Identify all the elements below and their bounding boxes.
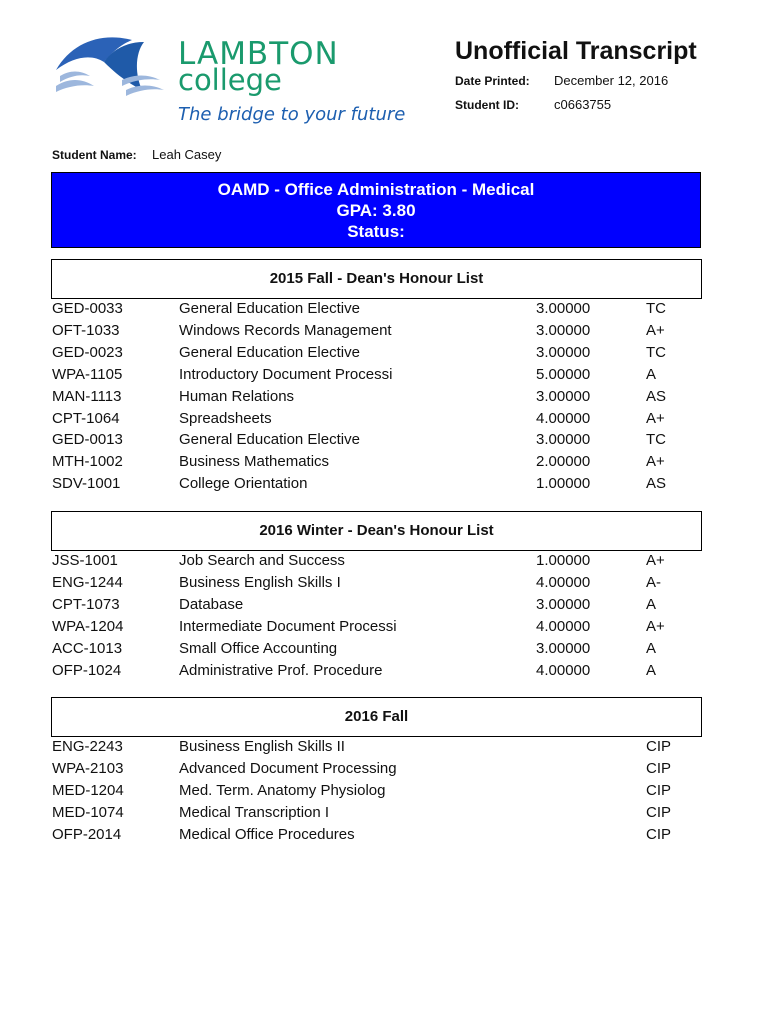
course-row bbox=[0, 410, 768, 432]
program-gpa: GPA: 3.80 bbox=[336, 201, 416, 220]
course-code: GED-0033 bbox=[52, 300, 123, 317]
course-code: ACC-1013 bbox=[52, 639, 123, 657]
course-row bbox=[0, 738, 768, 760]
course-grade: CIP bbox=[646, 781, 672, 799]
logo-wordmark: LAMBTON bbox=[178, 36, 339, 72]
course-title: General Education Elective bbox=[179, 431, 360, 449]
course-title: Medical Office Procedures bbox=[179, 825, 355, 843]
course-title: Business English Skills I bbox=[179, 573, 341, 591]
course-grade: A+ bbox=[646, 453, 665, 471]
course-title: Windows Records Management bbox=[179, 321, 392, 339]
student-id-label: Student ID: bbox=[455, 98, 519, 112]
course-title: Medical Transcription I bbox=[179, 803, 330, 821]
course-title: Job Search and Success bbox=[179, 552, 345, 569]
course-title: General Education Elective bbox=[179, 343, 360, 361]
student-name-label: Student Name: bbox=[52, 148, 137, 162]
student-id-value: c0663755 bbox=[554, 97, 612, 112]
course-row bbox=[0, 300, 768, 322]
course-code: CPT-1064 bbox=[52, 409, 120, 427]
course-grade: TC bbox=[646, 300, 666, 317]
course-title: Business English Skills II bbox=[179, 738, 345, 755]
course-row bbox=[0, 760, 768, 782]
course-credits: 4.00000 bbox=[536, 617, 591, 635]
course-row bbox=[0, 431, 768, 453]
course-title: Administrative Prof. Procedure bbox=[179, 661, 383, 679]
course-grade: CIP bbox=[646, 825, 672, 843]
program-status: Status: bbox=[347, 222, 405, 241]
course-row bbox=[0, 552, 768, 574]
course-row bbox=[0, 618, 768, 640]
course-code: ENG-2243 bbox=[52, 738, 123, 755]
course-credits: 3.00000 bbox=[536, 639, 591, 657]
course-title: General Education Elective bbox=[179, 300, 360, 317]
course-code: JSS-1001 bbox=[52, 552, 118, 569]
course-credits: 1.00000 bbox=[536, 552, 591, 569]
course-code: ENG-1244 bbox=[52, 573, 123, 591]
course-grade: A bbox=[646, 595, 657, 613]
program-banner bbox=[51, 172, 701, 248]
course-row bbox=[0, 826, 768, 848]
course-credits: 2.00000 bbox=[536, 453, 591, 471]
course-code: MAN-1113 bbox=[52, 387, 122, 405]
term-header: 2016 Winter - Dean's Honour List bbox=[51, 511, 702, 551]
course-code: GED-0023 bbox=[52, 343, 123, 361]
logo-tagline: The bridge to your future bbox=[178, 104, 406, 125]
course-code: CPT-1073 bbox=[52, 595, 120, 613]
course-grade: A bbox=[646, 365, 657, 383]
course-credits: 1.00000 bbox=[536, 475, 591, 493]
bridge-wave-icon bbox=[52, 32, 172, 102]
logo-subtitle: college bbox=[178, 63, 282, 97]
course-grade: CIP bbox=[646, 803, 672, 821]
course-row bbox=[0, 640, 768, 662]
term-header: 2016 Fall bbox=[51, 697, 702, 737]
course-row bbox=[0, 574, 768, 596]
course-credits: 3.00000 bbox=[536, 387, 591, 405]
course-credits: 3.00000 bbox=[536, 300, 591, 317]
course-grade: A+ bbox=[646, 617, 665, 635]
course-code: OFT-1033 bbox=[52, 321, 120, 339]
program-name: OAMD - Office Administration - Medical bbox=[217, 180, 535, 199]
course-title: Advanced Document Processing bbox=[179, 759, 397, 777]
course-title: Business Mathematics bbox=[179, 453, 330, 471]
course-row bbox=[0, 388, 768, 410]
course-credits: 3.00000 bbox=[536, 321, 591, 339]
course-code: MED-1074 bbox=[52, 803, 124, 821]
course-code: MTH-1002 bbox=[52, 453, 123, 471]
course-row bbox=[0, 366, 768, 388]
course-row bbox=[0, 453, 768, 475]
course-code: OFP-2014 bbox=[52, 825, 122, 843]
course-grade: AS bbox=[646, 387, 667, 405]
course-credits: 4.00000 bbox=[536, 409, 591, 427]
course-grade: A+ bbox=[646, 321, 665, 339]
student-name-value: Leah Casey bbox=[152, 147, 222, 162]
course-credits: 3.00000 bbox=[536, 343, 591, 361]
course-title: Med. Term. Anatomy Physiolog bbox=[179, 781, 386, 799]
course-grade: A- bbox=[646, 573, 661, 591]
date-printed-value: December 12, 2016 bbox=[554, 73, 669, 88]
course-credits: 4.00000 bbox=[536, 661, 591, 679]
course-row bbox=[0, 596, 768, 618]
course-grade: A bbox=[646, 639, 657, 657]
course-credits: 4.00000 bbox=[536, 573, 591, 591]
course-title: Spreadsheets bbox=[179, 409, 272, 427]
course-code: WPA-1105 bbox=[52, 365, 123, 383]
course-credits: 3.00000 bbox=[536, 595, 591, 613]
course-grade: A+ bbox=[646, 552, 665, 569]
course-row bbox=[0, 804, 768, 826]
course-title: Human Relations bbox=[179, 387, 295, 405]
course-title: College Orientation bbox=[179, 475, 308, 493]
course-credits: 5.00000 bbox=[536, 365, 591, 383]
course-title: Introductory Document Processi bbox=[179, 365, 393, 383]
course-grade: A bbox=[646, 661, 657, 679]
course-grade: CIP bbox=[646, 738, 672, 755]
course-grade: AS bbox=[646, 475, 667, 493]
course-row bbox=[0, 782, 768, 804]
course-grade: TC bbox=[646, 343, 666, 361]
course-grade: TC bbox=[646, 431, 666, 449]
course-code: WPA-2103 bbox=[52, 759, 124, 777]
course-code: MED-1204 bbox=[52, 781, 124, 799]
course-code: OFP-1024 bbox=[52, 661, 122, 679]
course-row bbox=[0, 475, 768, 497]
document-title: Unofficial Transcript bbox=[455, 37, 697, 65]
course-row bbox=[0, 662, 768, 684]
course-row bbox=[0, 322, 768, 344]
course-row bbox=[0, 344, 768, 366]
course-title: Small Office Accounting bbox=[179, 639, 338, 657]
course-code: WPA-1204 bbox=[52, 617, 124, 635]
course-grade: A+ bbox=[646, 409, 665, 427]
term-header: 2015 Fall - Dean's Honour List bbox=[51, 259, 702, 299]
course-title: Intermediate Document Processi bbox=[179, 617, 397, 635]
course-grade: CIP bbox=[646, 759, 672, 777]
course-title: Database bbox=[179, 595, 244, 613]
course-code: SDV-1001 bbox=[52, 475, 121, 493]
course-code: GED-0013 bbox=[52, 431, 123, 449]
course-credits: 3.00000 bbox=[536, 431, 591, 449]
date-printed-label: Date Printed: bbox=[455, 74, 530, 88]
